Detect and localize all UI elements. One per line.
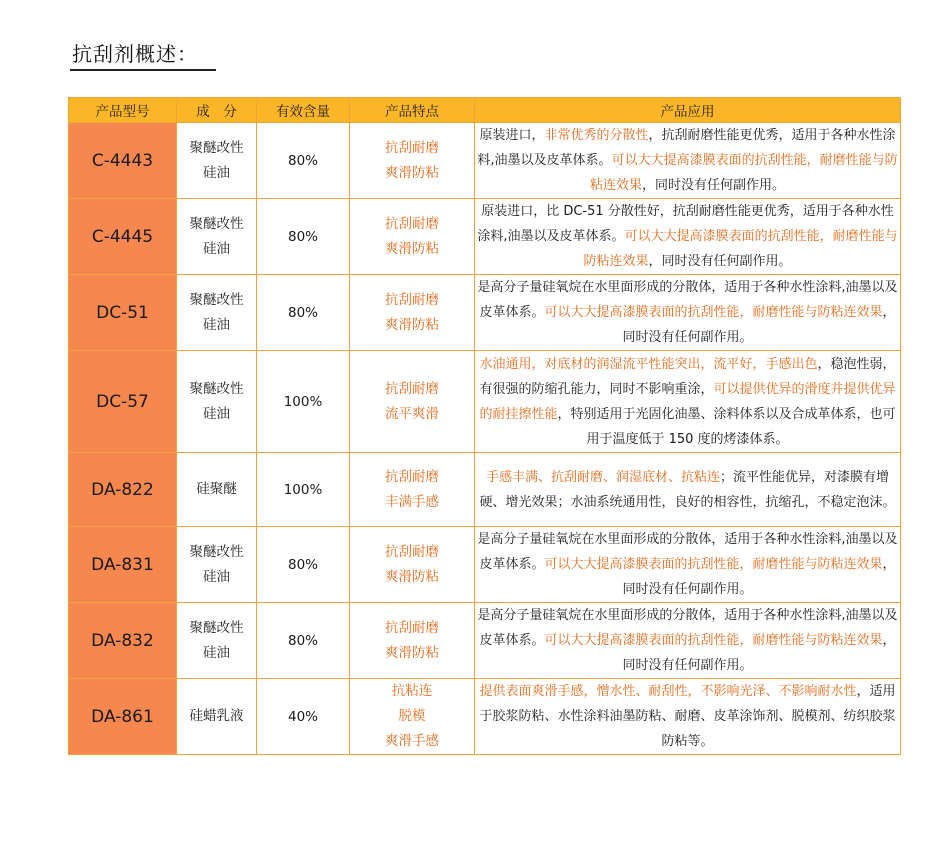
application-highlight-text: 可以大大提高漆膜表面的抗刮性能，耐磨性能与防粘连效果 bbox=[544, 633, 883, 648]
application-highlight-text: 可以大大提高漆膜表面的抗刮性能，耐磨性能与防粘连效果 bbox=[589, 153, 898, 193]
product-application bbox=[475, 123, 901, 199]
application-highlight-text: 可以大大提高漆膜表面的抗刮性能，耐磨性能与防粘连效果 bbox=[544, 305, 883, 320]
feature-line: 脱模 bbox=[398, 708, 426, 724]
product-model: DA-861 bbox=[69, 679, 177, 755]
feature-line: 爽滑防粘 bbox=[385, 316, 439, 333]
application-highlight-text: 可以大大提高漆膜表面的抗刮性能，耐磨性能与防粘连效果 bbox=[544, 557, 883, 572]
application-text: ，抗刮耐磨性能更优秀，适用于各种水性涂料,油墨以及皮革体系。 bbox=[477, 128, 896, 168]
header-composition: 成 分 bbox=[177, 98, 257, 123]
product-application bbox=[475, 603, 901, 679]
composition-line: 聚醚改性 bbox=[189, 215, 244, 232]
application-text: 是高分子量硅氧烷在水里面形成的分散体，适用于各种水性涂料,油墨以及皮革体系。 bbox=[477, 280, 898, 320]
application-highlight-text: 提供表面爽滑手感，憎水性、耐刮性，不影响光泽、不影响耐水性 bbox=[479, 684, 857, 699]
feature-line: 流平爽滑 bbox=[385, 405, 439, 422]
composition-line: 聚醚改性 bbox=[189, 291, 244, 308]
product-features bbox=[350, 199, 475, 275]
product-features bbox=[350, 679, 475, 755]
product-model: DA-822 bbox=[69, 453, 177, 527]
feature-line: 丰满手感 bbox=[385, 493, 439, 510]
header-content: 有效含量 bbox=[257, 98, 350, 123]
application-text: ，特别适用于光固化油墨、涂料体系以及合成革体系，也可用于温度低于 150 度的烤漆体系。 bbox=[557, 406, 896, 447]
product-application bbox=[475, 679, 901, 755]
title-underline bbox=[70, 69, 216, 71]
product-composition bbox=[177, 199, 257, 275]
header-row bbox=[69, 98, 901, 123]
effective-content: 80% bbox=[257, 275, 350, 351]
product-application bbox=[475, 351, 901, 453]
table-row bbox=[69, 679, 901, 755]
composition-line: 硅油 bbox=[203, 405, 230, 422]
page-title: 抗刮剂概述： bbox=[72, 42, 198, 66]
table-body bbox=[69, 123, 901, 755]
product-features bbox=[350, 351, 475, 453]
product-composition bbox=[177, 351, 257, 453]
product-composition bbox=[177, 453, 257, 527]
composition-line: 硅油 bbox=[203, 164, 230, 181]
product-table bbox=[68, 97, 901, 755]
feature-line: 爽滑防粘 bbox=[385, 568, 439, 585]
product-composition bbox=[177, 603, 257, 679]
effective-content: 100% bbox=[257, 453, 350, 527]
composition-line: 聚醚改性 bbox=[189, 543, 244, 560]
product-application bbox=[475, 453, 901, 527]
table-row bbox=[69, 453, 901, 527]
composition-line: 硅油 bbox=[203, 240, 230, 257]
product-application bbox=[475, 275, 901, 351]
application-text: ，同时没有任何副作用。 bbox=[622, 633, 896, 673]
table-row bbox=[69, 527, 901, 603]
composition-line: 聚醚改性 bbox=[189, 139, 244, 156]
feature-line: 抗刮耐磨 bbox=[385, 291, 439, 308]
product-model: DC-57 bbox=[69, 351, 177, 453]
product-features bbox=[350, 527, 475, 603]
table-header bbox=[69, 98, 901, 123]
composition-line: 聚醚改性 bbox=[189, 619, 244, 636]
effective-content: 80% bbox=[257, 603, 350, 679]
application-highlight-text: 水油通用，对底材的润湿流平性能突出，流平好，手感出色 bbox=[479, 356, 818, 372]
feature-line: 爽滑防粘 bbox=[385, 644, 439, 661]
feature-line: 抗刮耐磨 bbox=[385, 468, 439, 485]
application-highlight-text: 手感丰满、抗刮耐磨、润湿底材、抗粘连 bbox=[485, 469, 720, 485]
table-row bbox=[69, 603, 901, 679]
product-features bbox=[350, 123, 475, 199]
application-text: 是高分子量硅氧烷在水里面形成的分散体，适用于各种水性涂料,油墨以及皮革体系。 bbox=[477, 608, 898, 648]
table-row bbox=[69, 275, 901, 351]
product-features bbox=[350, 603, 475, 679]
effective-content: 80% bbox=[257, 199, 350, 275]
header-model: 产品型号 bbox=[69, 98, 177, 123]
composition-line: 硅油 bbox=[203, 644, 230, 661]
composition-line: 聚醚改性 bbox=[189, 380, 244, 397]
feature-line: 爽滑防粘 bbox=[385, 164, 439, 181]
product-features bbox=[350, 453, 475, 527]
product-model: DA-831 bbox=[69, 527, 177, 603]
product-composition bbox=[177, 123, 257, 199]
application-text: ，适用于胶浆防粘、水性涂料油墨防粘、耐磨、皮革涂饰剂、脱模剂、纺织胶浆防粘等。 bbox=[479, 684, 896, 749]
header-features: 产品特点 bbox=[350, 98, 475, 123]
feature-line: 抗粘连 bbox=[391, 683, 433, 699]
feature-line: 爽滑手感 bbox=[385, 733, 439, 749]
effective-content: 80% bbox=[257, 527, 350, 603]
application-text: 原装进口，比 DC-51 分散性好，抗刮耐磨性能更优秀，适用于各种水性涂料,油墨以及皮革体系。 bbox=[477, 204, 894, 244]
product-model: C-4445 bbox=[69, 199, 177, 275]
feature-line: 爽滑防粘 bbox=[385, 240, 439, 257]
product-model: C-4443 bbox=[69, 123, 177, 199]
composition-line: 硅蜡乳液 bbox=[189, 708, 244, 724]
application-highlight-text: 非常优秀的分散性 bbox=[544, 128, 649, 143]
composition-line: 硅聚醚 bbox=[196, 481, 237, 497]
product-model: DC-51 bbox=[69, 275, 177, 351]
feature-line: 抗刮耐磨 bbox=[385, 619, 439, 636]
feature-line: 抗刮耐磨 bbox=[385, 543, 439, 560]
composition-line: 硅油 bbox=[203, 316, 230, 333]
application-text: 原装进口， bbox=[479, 128, 545, 143]
header-application: 产品应用 bbox=[475, 98, 901, 123]
product-composition bbox=[177, 275, 257, 351]
effective-content: 40% bbox=[257, 679, 350, 755]
product-model: DA-832 bbox=[69, 603, 177, 679]
product-composition bbox=[177, 527, 257, 603]
feature-line: 抗刮耐磨 bbox=[385, 380, 439, 397]
application-text: ，同时没有任何副作用。 bbox=[622, 305, 896, 345]
table-row bbox=[69, 199, 901, 275]
table-row bbox=[69, 351, 901, 453]
effective-content: 100% bbox=[257, 351, 350, 453]
application-text: 是高分子量硅氧烷在水里面形成的分散体，适用于各种水性涂料,油墨以及皮革体系。 bbox=[477, 532, 898, 572]
application-text: ，同时没有任何副作用。 bbox=[648, 254, 792, 269]
table-row bbox=[69, 123, 901, 199]
product-features bbox=[350, 275, 475, 351]
application-highlight-text: 可以大大提高漆膜表面的抗刮性能，耐磨性能与防粘连效果 bbox=[583, 229, 898, 269]
product-application bbox=[475, 527, 901, 603]
composition-line: 硅油 bbox=[203, 568, 230, 585]
application-text: ；流平性能优异，对漆膜有增硬、增光效果；水油系统通用性，良好的相容性，抗缩孔，不稳定泡沫。 bbox=[479, 469, 896, 510]
product-application bbox=[475, 199, 901, 275]
product-composition bbox=[177, 679, 257, 755]
effective-content: 80% bbox=[257, 123, 350, 199]
application-text: ，稳泡性弱，有很强的防缩孔能力，同时不影响重涂， bbox=[479, 356, 896, 397]
application-text: ，同时没有任何副作用。 bbox=[642, 178, 786, 193]
application-highlight-text: 可以提供优异的滑度并提供优异的耐挂擦性能 bbox=[479, 381, 896, 422]
feature-line: 抗刮耐磨 bbox=[385, 139, 439, 156]
application-text: ，同时没有任何副作用。 bbox=[622, 557, 896, 597]
feature-line: 抗刮耐磨 bbox=[385, 215, 439, 232]
